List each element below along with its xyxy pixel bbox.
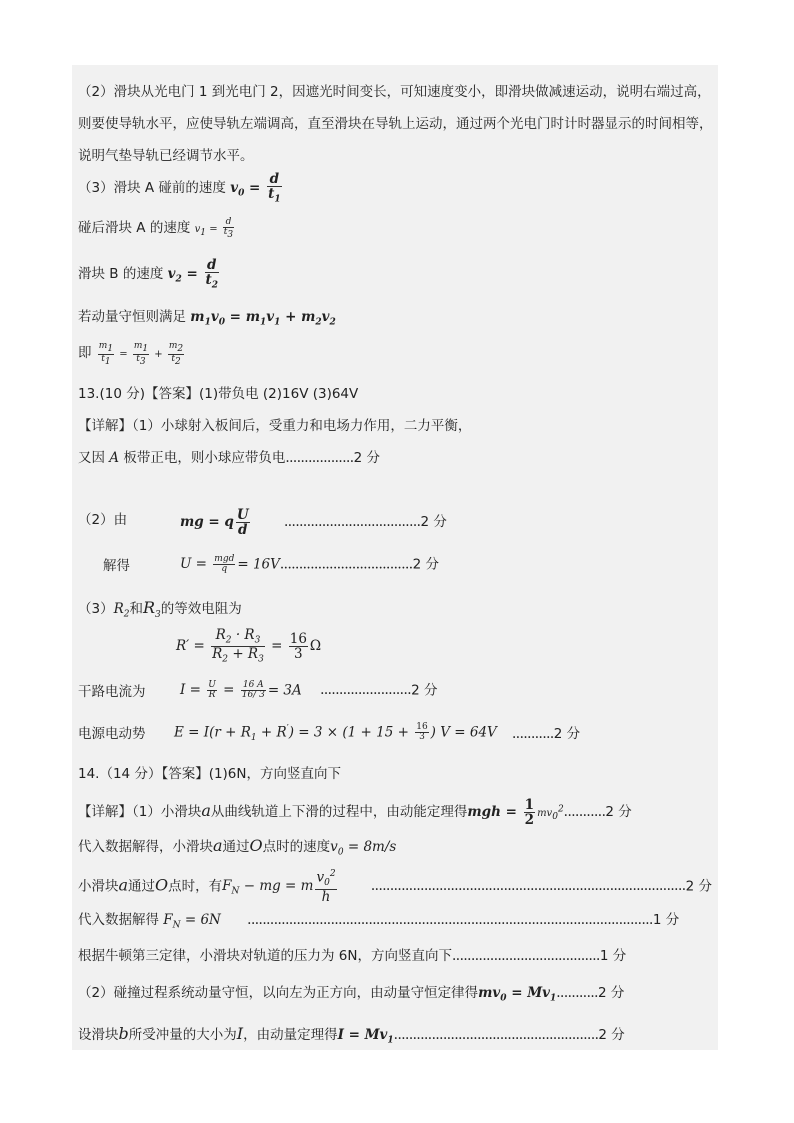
ratio-formula: $\frac{m_1}{t_1}$ = $\frac{m_1}{t_3}$ + $\frac{m_2}{t_2}$ — [98, 341, 184, 368]
q14-d3b: 通过 — [128, 878, 156, 895]
score: 2 分 — [412, 556, 439, 573]
q14-d4: 代入数据解得 — [78, 912, 159, 928]
dots: ........... — [512, 726, 554, 742]
v2-line — [78, 258, 221, 291]
score: 2 分 — [553, 726, 581, 742]
score: 2 分 — [353, 450, 380, 466]
q14-d7b: 所受冲量的大小为 — [128, 1027, 237, 1043]
r-den: 3 — [294, 646, 303, 663]
dots: ................................................................................... — [370, 878, 686, 895]
q13-2-line — [78, 512, 127, 528]
q13-detail-2: 又因 A 板带正电，则小球应带负电..................2 分 — [78, 450, 380, 466]
score: 2 分 — [597, 985, 625, 1001]
q14-detail-3: 小滑块a通过O点时，有$F_N$ − mg = m $\frac{v_0^2}{h}$ ...................................................................................2 分 — [78, 869, 712, 905]
emf-part-d: ) V = 64V — [430, 724, 497, 741]
q13-detail-1: 【详解】（1）小球射入板间后，受重力和电场力作用，二力平衡， — [78, 418, 472, 434]
momentum-line — [78, 309, 336, 328]
q14-d1b: 从曲线轨道上下滑的过程中，由动能定理得 — [210, 804, 468, 821]
q14-d2c: 点时的速度 — [262, 839, 331, 855]
current-formula: I = $\frac{U}{R}$ = $\frac{16 A}{16/ 3}$ — [180, 680, 265, 701]
p2-line-1: （2）滑块从光电门 1 到光电门 2，因遮光时间变长，可知速度变小，即滑块做减速运动，说明右端过高， — [78, 84, 711, 100]
dots: ........................................................................................................... — [247, 912, 653, 928]
dots: ........................ — [320, 682, 412, 699]
u-value: = 16V — [237, 556, 280, 573]
score: 2 分 — [605, 804, 632, 821]
i-value: = 3A — [267, 682, 302, 699]
q13-3-c: 的等效电阻为 — [160, 601, 242, 617]
score: 1 分 — [652, 912, 680, 928]
v0-line — [78, 172, 284, 205]
q13-2-label: （2）由 — [78, 512, 128, 528]
q14-detail-2: 代入数据解得，小滑块a通过O点时的速度$v_0 = 8m/s$ — [78, 836, 397, 858]
dots: ................................... — [279, 556, 413, 573]
v0-formula: $v_0$ = $\frac{d}{t_1}$ — [230, 171, 281, 205]
q13-3-b: 和 — [129, 601, 143, 617]
equiv-resistance-formula: R′ = $\frac{R_2 \cdot R_3}{R_2 + R_3}$ = $\frac{16}{3}$ Ω — [176, 627, 322, 665]
force-balance-formula: mg = q $\frac{U}{d}$ — [180, 507, 249, 539]
q14-detail-6: （2）碰撞过程系统动量守恒，以向左为正方向，由动量守恒定律得$mv_0 = Mv_1...........2$ 分 — [78, 985, 625, 1004]
current-line — [78, 684, 146, 700]
v2-formula: $v_2$ = $\frac{d}{t_2}$ — [167, 257, 219, 291]
dots: ...................................................... — [393, 1027, 599, 1043]
emf-part-c: ) = 3 × (1 + 15 + — [288, 724, 409, 741]
solve-formula-line — [180, 555, 439, 575]
q13-3-a: （3） — [78, 601, 114, 617]
dots: .................................... — [283, 514, 421, 531]
momentum-label: 若动量守恒则满足 — [78, 309, 186, 325]
ratio-label: 即 — [78, 345, 92, 362]
score: 2 分 — [685, 878, 712, 895]
emf-score — [512, 726, 580, 742]
emf-part-a: E = I(r + R — [174, 724, 251, 741]
v1-label: 碰后滑块 A 的速度 — [78, 219, 191, 236]
dots: ....................................... — [451, 948, 600, 964]
q14-detail-4: 代入数据解得 $F_N = 6N$ ...........................................................................................................1 分 — [78, 912, 680, 931]
q13-3-line: $(3)R_2$和$R_3$的等效电阻为 — [78, 598, 242, 621]
emf-label: 电源电动势 — [78, 726, 146, 742]
score: 1 分 — [599, 948, 627, 964]
v0-label: （3）滑块 A 碰前的速度 — [78, 180, 226, 197]
ratio-line — [78, 342, 186, 367]
q13-2-formula-line — [180, 508, 447, 537]
current-formula-line — [180, 681, 437, 701]
emf-part-b: + R — [260, 724, 287, 741]
fn-value: = 6N — [184, 912, 221, 928]
score: 2 分 — [411, 682, 438, 699]
emf-line — [78, 726, 146, 742]
r-num: 16 — [289, 630, 307, 647]
q14-detail-5 — [78, 948, 626, 964]
dots: ........... — [563, 804, 606, 821]
dots: ........... — [556, 985, 598, 1001]
q14-d3c: 点时，有 — [168, 878, 223, 895]
q14-detail-1: 【详解】（1）小滑块a从曲线轨道上下滑的过程中，由动能定理得mgh = $\frac{1}{2}$ $mv_0^2...........2$ 分 — [78, 797, 632, 829]
score: 2 分 — [420, 514, 447, 531]
emf-formula-line: $E = I(r + R_1 + R') = 3 \times (1 + 15$ + $\frac{16}{3}$ ) V = 64V — [174, 722, 497, 744]
solve-label: 解得 — [103, 558, 130, 574]
q14-d7a: 设滑块 — [78, 1027, 119, 1043]
q13-detail-2a: 又因 — [78, 450, 105, 466]
q14-d1a: 【详解】（1）小滑块 — [78, 804, 202, 821]
v1-formula: $v_1$ = $\frac{d}{t_3}$ — [194, 217, 234, 241]
solve-line — [103, 558, 130, 574]
v1-line — [78, 218, 236, 241]
q14-d5: 根据牛顿第三定律，小滑块对轨道的压力为 6N，方向竖直向下 — [78, 948, 452, 964]
q13-header: 13.(10 分)【答案】(1)带负电 (2)16V (3)64V — [78, 386, 359, 402]
q14-d6: （2）碰撞过程系统动量守恒，以向左为正方向，由动量守恒定律得 — [78, 985, 479, 1001]
v2-label: 滑块 B 的速度 — [78, 266, 164, 283]
dots: .................. — [285, 450, 354, 466]
q13-detail-2b: 板带正电，则小球应带负电 — [123, 450, 286, 466]
q14-header: 14.（14 分）【答案】(1)6N，方向竖直向下 — [78, 766, 341, 782]
v0-value: = 8m/s — [347, 839, 397, 855]
score: 2 分 — [598, 1027, 625, 1043]
q14-d2b: 通过 — [222, 839, 250, 855]
q14-d7c: ，由动量定理得 — [243, 1027, 338, 1043]
q14-d2a: 代入数据解得，小滑块 — [78, 839, 213, 855]
q14-d3a: 小滑块 — [78, 878, 119, 895]
current-label: 干路电流为 — [78, 684, 146, 700]
momentum-formula: $m_1v_0 = m_1v_1 + m_2v_2$ — [190, 309, 336, 328]
u-formula: U = $\frac{\text{mgd}}{q}$ — [180, 554, 235, 575]
q14-detail-7: 设滑块b所受冲量的大小为I，由动量定理得$I = Mv_1......................................................2$ 分 — [78, 1024, 625, 1046]
p2-line-2: 则要使导轨水平，应使导轨左端调高，直至滑块在导轨上运动，通过两个光电门时计时器显示的时间相等， — [78, 116, 713, 132]
p2-line-3: 说明气垫导轨已经调节水平。 — [78, 148, 254, 164]
r-unit: Ω — [309, 638, 322, 655]
